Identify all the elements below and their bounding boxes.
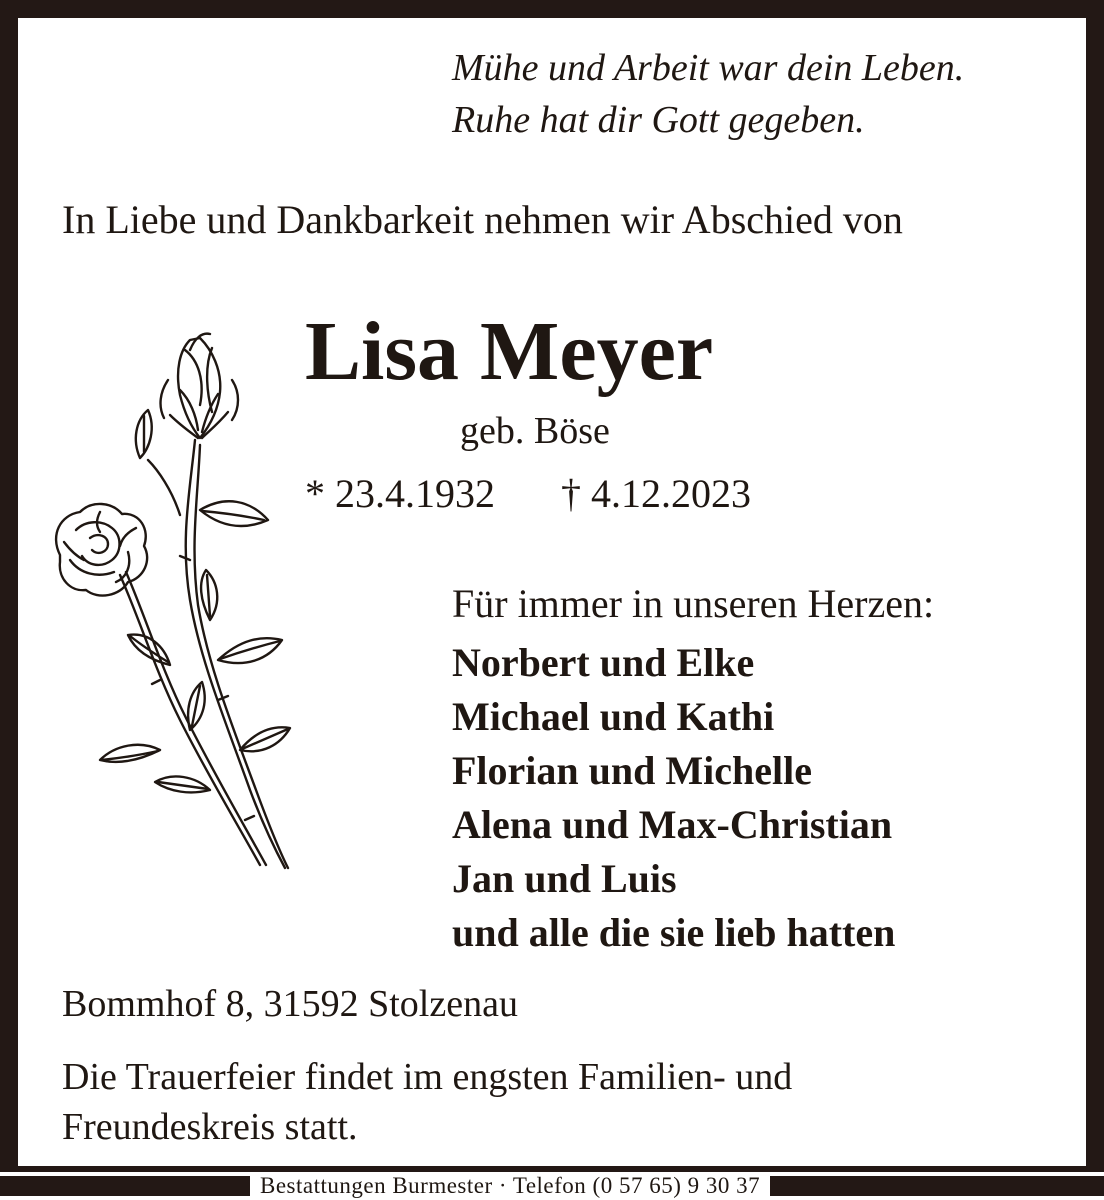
mourner-entry: Michael und Kathi	[452, 694, 775, 739]
mourner-entry: Florian und Michelle	[452, 748, 812, 793]
ceremony-line-2: Freundeskreis statt.	[62, 1106, 358, 1148]
footer-rule-left	[0, 1176, 250, 1196]
ceremony-notice	[62, 1052, 1022, 1152]
mourner-entry: Norbert und Elke	[452, 640, 755, 685]
ceremony-line-1: Die Trauerfeier findet im engsten Familien- und	[62, 1056, 793, 1098]
birth-date: * 23.4.1932	[305, 471, 495, 516]
mourner-entry: Jan und Luis	[452, 856, 677, 901]
intro-text: In Liebe und Dankbarkeit nehmen wir Abschied von	[62, 197, 903, 242]
funeral-home-contact: Bestattungen Burmester · Telefon (0 57 65) 9 30 37	[260, 1173, 761, 1198]
motto-line-1: Mühe und Arbeit war dein Leben.	[452, 47, 965, 89]
deceased-name: Lisa Meyer	[305, 305, 714, 398]
death-date: † 4.12.2023	[561, 471, 751, 516]
footer-bar	[0, 1172, 1104, 1200]
birth-name: geb. Böse	[460, 410, 610, 452]
remembrance-line: Für immer in unseren Herzen:	[452, 581, 935, 626]
mourner-entry: und alle die sie lieb hatten	[452, 910, 896, 955]
rose-illustration	[40, 320, 300, 880]
family-address: Bommhof 8, 31592 Stolzenau	[62, 983, 518, 1025]
footer-rule-right	[770, 1176, 1104, 1196]
motto-verse	[452, 42, 964, 146]
motto-line-2: Ruhe hat dir Gott gegeben.	[452, 99, 865, 141]
life-dates	[305, 470, 751, 518]
mourner-entry: Alena und Max-Christian	[452, 802, 893, 847]
mourners-list	[452, 636, 895, 960]
